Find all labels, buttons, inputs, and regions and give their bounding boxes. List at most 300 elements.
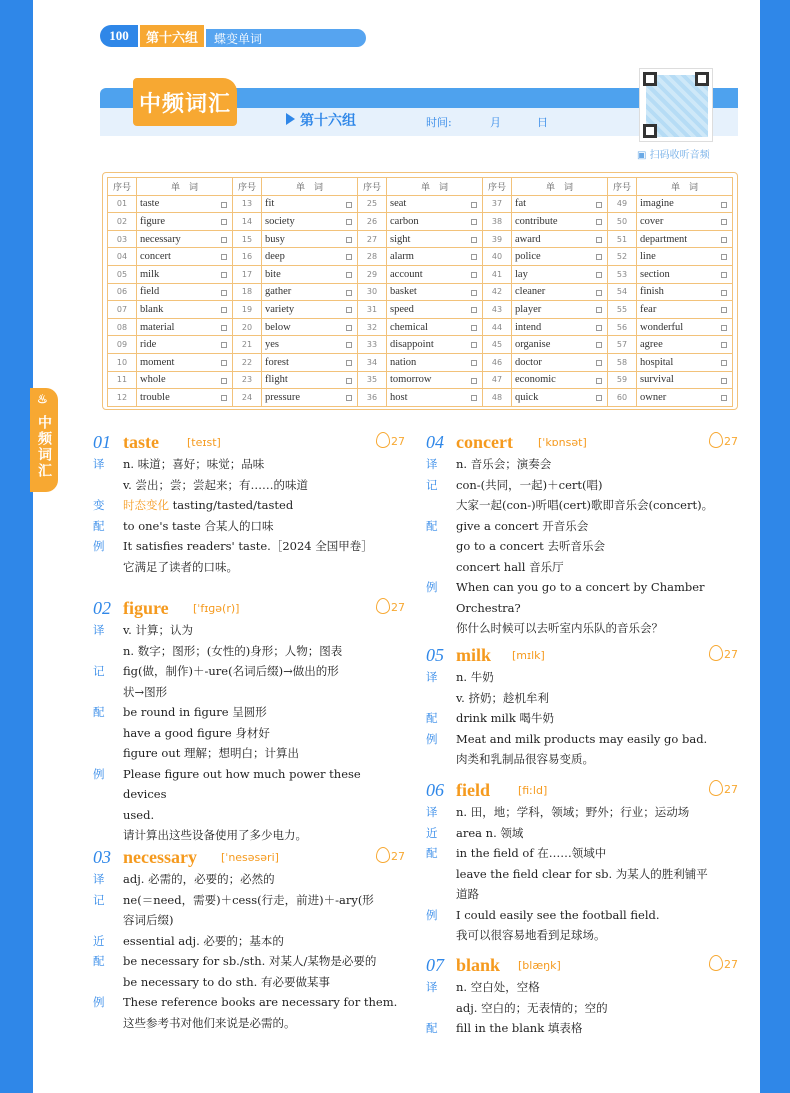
day-label: 日 bbox=[537, 116, 548, 129]
line-text: When can you go to a concert by Chamber bbox=[456, 580, 705, 594]
line-label bbox=[426, 536, 456, 557]
checkbox[interactable] bbox=[221, 254, 227, 260]
flame-icon bbox=[709, 955, 723, 971]
word-text: host bbox=[390, 391, 408, 403]
line-text: to one's taste 合某人的口味 bbox=[123, 518, 274, 533]
word-cell bbox=[262, 389, 358, 407]
word-number: 16 bbox=[233, 248, 262, 266]
line-label bbox=[93, 557, 123, 578]
word-text: owner bbox=[640, 391, 667, 403]
checkbox[interactable] bbox=[721, 219, 727, 225]
word-text: sight bbox=[390, 233, 411, 245]
word-cell bbox=[512, 283, 608, 301]
checkbox[interactable] bbox=[346, 342, 352, 348]
word-number: 11 bbox=[108, 371, 137, 389]
header-title: 蝶变单词 bbox=[206, 29, 366, 47]
checkbox[interactable] bbox=[721, 360, 727, 366]
entry-line bbox=[93, 890, 405, 911]
line-text: n. 空白处，空格 bbox=[456, 980, 540, 994]
word-number: 54 bbox=[608, 283, 637, 301]
table-row bbox=[108, 301, 733, 319]
word-text: blank bbox=[140, 303, 164, 315]
checkbox[interactable] bbox=[596, 395, 602, 401]
phonetic: [teɪst] bbox=[187, 436, 221, 449]
phonetic: [mɪlk] bbox=[512, 649, 545, 662]
word-cell bbox=[137, 353, 233, 371]
checkbox[interactable] bbox=[221, 307, 227, 313]
word-cell bbox=[262, 283, 358, 301]
line-text: 时态变化 tasting/tasted/tasted bbox=[123, 498, 294, 512]
line-label: 例 bbox=[93, 995, 105, 1009]
word-cell bbox=[512, 353, 608, 371]
word-number: 18 bbox=[233, 283, 262, 301]
frequency-count: 27 bbox=[391, 435, 405, 448]
checkbox[interactable] bbox=[596, 360, 602, 366]
word-cell bbox=[262, 213, 358, 231]
word-number: 45 bbox=[483, 336, 512, 354]
word-number: 03 bbox=[108, 230, 137, 248]
word-number: 53 bbox=[608, 265, 637, 283]
checkbox[interactable] bbox=[471, 360, 477, 366]
flame-icon bbox=[709, 780, 723, 796]
word-text: tomorrow bbox=[390, 374, 432, 386]
word-number: 58 bbox=[608, 353, 637, 371]
word-cell bbox=[137, 301, 233, 319]
word-text: award bbox=[515, 233, 541, 245]
entry-head bbox=[93, 598, 405, 620]
line-label bbox=[93, 910, 123, 931]
checkbox[interactable] bbox=[221, 290, 227, 296]
word-number: 04 bbox=[108, 248, 137, 266]
checkbox[interactable] bbox=[471, 325, 477, 331]
entry-line bbox=[426, 618, 738, 639]
word-cell bbox=[637, 318, 733, 336]
frequency-badge bbox=[709, 432, 738, 448]
word-text: finish bbox=[640, 286, 664, 298]
word-number: 05 bbox=[108, 265, 137, 283]
line-label bbox=[426, 598, 456, 619]
word-text: economic bbox=[515, 374, 556, 386]
line-label: 变 bbox=[93, 498, 105, 512]
headword: field bbox=[456, 780, 490, 800]
line-label bbox=[426, 998, 456, 1019]
checkbox[interactable] bbox=[596, 342, 602, 348]
line-text: Please figure out how much power these devices bbox=[123, 766, 361, 801]
word-number: 29 bbox=[358, 265, 387, 283]
entry-milk bbox=[426, 645, 738, 770]
line-label: 配 bbox=[426, 1021, 438, 1035]
checkbox[interactable] bbox=[471, 395, 477, 401]
table-row bbox=[108, 336, 733, 354]
entry-line bbox=[93, 931, 405, 952]
entry-number: 04 bbox=[426, 432, 444, 452]
checkbox[interactable] bbox=[221, 272, 227, 278]
entry-line bbox=[93, 536, 405, 557]
word-number: 02 bbox=[108, 213, 137, 231]
word-number: 37 bbox=[483, 195, 512, 213]
word-cell bbox=[137, 248, 233, 266]
entry-line bbox=[426, 475, 738, 496]
entry-line bbox=[426, 667, 738, 688]
entry-line bbox=[93, 743, 405, 764]
line-text: Orchestra? bbox=[456, 600, 521, 615]
word-cell bbox=[387, 265, 483, 283]
line-label: 记 bbox=[426, 477, 438, 492]
entry-line bbox=[426, 998, 738, 1019]
line-label: 译 bbox=[93, 623, 105, 637]
word-number: 09 bbox=[108, 336, 137, 354]
line-text: be round in figure 呈圆形 bbox=[123, 705, 267, 719]
line-text: 请计算出这些设备使用了多少电力。 bbox=[123, 828, 307, 842]
checkbox[interactable] bbox=[471, 272, 477, 278]
word-text: concert bbox=[140, 251, 171, 263]
line-label: 例 bbox=[426, 731, 438, 746]
flame-icon: ♨ bbox=[37, 392, 50, 406]
checkbox[interactable] bbox=[471, 254, 477, 260]
checkbox[interactable] bbox=[471, 378, 477, 384]
page-number: 100 bbox=[100, 25, 138, 47]
checkbox[interactable] bbox=[346, 202, 352, 208]
word-text: below bbox=[265, 321, 291, 333]
word-cell bbox=[637, 389, 733, 407]
checkbox[interactable] bbox=[221, 378, 227, 384]
checkbox[interactable] bbox=[721, 307, 727, 313]
entry-line bbox=[93, 620, 405, 641]
word-cell bbox=[637, 230, 733, 248]
table-row bbox=[108, 195, 733, 213]
word-text: milk bbox=[140, 268, 160, 280]
line-label: 译 bbox=[426, 457, 438, 471]
table-row bbox=[108, 230, 733, 248]
line-text: used. bbox=[123, 807, 155, 822]
word-text: speed bbox=[390, 303, 414, 315]
line-label bbox=[93, 682, 123, 703]
entry-line bbox=[426, 925, 738, 946]
col-word-header: 单 词 bbox=[387, 178, 483, 196]
checkbox[interactable] bbox=[596, 254, 602, 260]
entry-number: 03 bbox=[93, 847, 111, 867]
word-number: 34 bbox=[358, 353, 387, 371]
checkbox[interactable] bbox=[721, 202, 727, 208]
checkbox[interactable] bbox=[596, 307, 602, 313]
line-label bbox=[93, 1013, 123, 1034]
checkbox[interactable] bbox=[596, 237, 602, 243]
line-label: 译 bbox=[426, 805, 438, 819]
entry-line bbox=[93, 682, 405, 703]
word-number: 41 bbox=[483, 265, 512, 283]
checkbox[interactable] bbox=[346, 254, 352, 260]
word-cell bbox=[387, 371, 483, 389]
checkbox[interactable] bbox=[721, 290, 727, 296]
word-cell bbox=[387, 301, 483, 319]
table-row bbox=[108, 265, 733, 283]
checkbox[interactable] bbox=[221, 219, 227, 225]
checkbox[interactable] bbox=[471, 307, 477, 313]
word-number: 21 bbox=[233, 336, 262, 354]
word-number: 40 bbox=[483, 248, 512, 266]
checkbox[interactable] bbox=[346, 307, 352, 313]
line-label bbox=[93, 825, 123, 846]
checkbox[interactable] bbox=[471, 237, 477, 243]
frequency-count: 27 bbox=[391, 601, 405, 614]
entry-number: 06 bbox=[426, 780, 444, 800]
checkbox[interactable] bbox=[346, 219, 352, 225]
word-text: contribute bbox=[515, 215, 558, 227]
word-text: wonderful bbox=[640, 321, 684, 333]
line-text: drink milk 喝牛奶 bbox=[456, 711, 554, 725]
word-number: 36 bbox=[358, 389, 387, 407]
word-number: 32 bbox=[358, 318, 387, 336]
line-text: have a good figure 身材好 bbox=[123, 725, 270, 740]
word-text: deep bbox=[265, 251, 285, 263]
frequency-count: 27 bbox=[724, 958, 738, 971]
word-cell bbox=[387, 283, 483, 301]
word-text: doctor bbox=[515, 356, 542, 368]
checkbox[interactable] bbox=[596, 219, 602, 225]
line-label: 例 bbox=[93, 766, 105, 781]
line-text: con-(共同，一起)＋cert(唱) bbox=[456, 477, 603, 492]
col-no-header: 序号 bbox=[608, 178, 637, 196]
checkbox[interactable] bbox=[471, 290, 477, 296]
word-number: 35 bbox=[358, 371, 387, 389]
headword: figure bbox=[123, 598, 169, 618]
table-row bbox=[108, 389, 733, 407]
checkbox[interactable] bbox=[596, 378, 602, 384]
checkbox[interactable] bbox=[596, 290, 602, 296]
word-cell bbox=[637, 213, 733, 231]
word-cell bbox=[262, 195, 358, 213]
line-text: n. 牛奶 bbox=[456, 670, 494, 684]
line-text: v. 尝出；尝；尝起来；有……的味道 bbox=[123, 477, 308, 492]
word-cell bbox=[512, 195, 608, 213]
entry-blank bbox=[426, 955, 738, 1039]
checkbox[interactable] bbox=[346, 237, 352, 243]
checkbox[interactable] bbox=[471, 342, 477, 348]
word-number: 31 bbox=[358, 301, 387, 319]
word-text: agree bbox=[640, 339, 663, 351]
headword: milk bbox=[456, 645, 492, 665]
entry-line bbox=[93, 557, 405, 578]
line-text: be necessary for sb./sth. 对某人/某物是必要的 bbox=[123, 954, 377, 968]
page-header bbox=[100, 25, 400, 47]
entry-field bbox=[426, 780, 738, 946]
word-number: 42 bbox=[483, 283, 512, 301]
word-cell bbox=[137, 318, 233, 336]
line-text: fig(做，制作)＋-ure(名词后缀)→做出的形 bbox=[123, 664, 339, 678]
line-label bbox=[93, 805, 123, 826]
table-header-row bbox=[108, 178, 733, 196]
checkbox[interactable] bbox=[221, 395, 227, 401]
checkbox[interactable] bbox=[721, 325, 727, 331]
word-text: flight bbox=[265, 374, 288, 386]
checkbox[interactable] bbox=[221, 360, 227, 366]
word-number: 08 bbox=[108, 318, 137, 336]
word-cell bbox=[262, 371, 358, 389]
word-number: 33 bbox=[358, 336, 387, 354]
word-text: basket bbox=[390, 286, 417, 298]
word-text: disappoint bbox=[390, 339, 434, 351]
word-number: 15 bbox=[233, 230, 262, 248]
entry-line bbox=[426, 516, 738, 537]
line-label bbox=[426, 495, 456, 516]
checkbox[interactable] bbox=[346, 360, 352, 366]
word-text: cover bbox=[640, 215, 664, 227]
word-text: material bbox=[140, 321, 175, 333]
entry-line bbox=[93, 992, 405, 1013]
entry-line bbox=[93, 910, 405, 931]
checkbox[interactable] bbox=[721, 378, 727, 384]
phonetic: [fiːld] bbox=[518, 784, 548, 797]
word-cell bbox=[387, 389, 483, 407]
entry-line bbox=[93, 641, 405, 662]
word-text: necessary bbox=[140, 233, 181, 245]
checkbox[interactable] bbox=[346, 290, 352, 296]
qr-finder-icon bbox=[643, 124, 657, 138]
word-text: carbon bbox=[390, 215, 419, 227]
word-text: trouble bbox=[140, 391, 170, 403]
checkbox[interactable] bbox=[221, 325, 227, 331]
word-cell bbox=[637, 195, 733, 213]
line-text: I could easily see the football field. bbox=[456, 907, 660, 922]
word-cell bbox=[512, 318, 608, 336]
word-cell bbox=[637, 283, 733, 301]
checkbox[interactable] bbox=[221, 342, 227, 348]
word-number: 52 bbox=[608, 248, 637, 266]
word-text: busy bbox=[265, 233, 285, 245]
col-word-header: 单 词 bbox=[262, 178, 358, 196]
line-label bbox=[426, 688, 456, 709]
checkbox[interactable] bbox=[721, 342, 727, 348]
word-cell bbox=[262, 230, 358, 248]
word-number: 55 bbox=[608, 301, 637, 319]
checkbox[interactable] bbox=[721, 272, 727, 278]
word-cell bbox=[512, 230, 608, 248]
flame-icon bbox=[376, 847, 390, 863]
word-cell bbox=[137, 336, 233, 354]
checkbox[interactable] bbox=[346, 272, 352, 278]
line-label: 配 bbox=[426, 518, 438, 533]
word-cell bbox=[137, 230, 233, 248]
checkbox[interactable] bbox=[221, 202, 227, 208]
word-number: 20 bbox=[233, 318, 262, 336]
line-text: concert hall 音乐厅 bbox=[456, 559, 564, 574]
line-text: fill in the blank 填表格 bbox=[456, 1021, 583, 1035]
word-cell bbox=[262, 336, 358, 354]
entry-line bbox=[426, 688, 738, 709]
word-text: organise bbox=[515, 339, 551, 351]
line-label: 译 bbox=[93, 872, 105, 886]
word-number: 28 bbox=[358, 248, 387, 266]
checkbox[interactable] bbox=[596, 325, 602, 331]
word-text: fat bbox=[515, 198, 527, 210]
word-cell bbox=[637, 336, 733, 354]
word-number: 30 bbox=[358, 283, 387, 301]
word-number: 19 bbox=[233, 301, 262, 319]
entry-line bbox=[426, 729, 738, 750]
qr-code[interactable] bbox=[639, 68, 713, 142]
word-cell bbox=[512, 301, 608, 319]
line-text: in the field of 在……领域中 bbox=[456, 846, 607, 860]
line-text: These reference books are necessary for them. bbox=[123, 995, 398, 1009]
word-text: ride bbox=[140, 339, 157, 351]
word-cell bbox=[387, 336, 483, 354]
line-label bbox=[426, 749, 456, 770]
line-text: n. 数字；图形；(女性的)身形；人物；图表 bbox=[123, 643, 343, 658]
line-label bbox=[93, 743, 123, 764]
word-cell bbox=[387, 230, 483, 248]
line-label bbox=[93, 475, 123, 496]
variation-label: 时态变化 bbox=[123, 498, 169, 512]
entry-line bbox=[93, 723, 405, 744]
checkbox[interactable] bbox=[221, 237, 227, 243]
checkbox[interactable] bbox=[471, 219, 477, 225]
checkbox[interactable] bbox=[346, 378, 352, 384]
word-text: lay bbox=[515, 268, 528, 280]
word-number: 24 bbox=[233, 389, 262, 407]
line-label: 记 bbox=[93, 892, 105, 907]
word-cell bbox=[637, 248, 733, 266]
entry-line bbox=[93, 702, 405, 723]
checkbox[interactable] bbox=[721, 395, 727, 401]
word-cell bbox=[137, 195, 233, 213]
line-label: 译 bbox=[426, 670, 438, 684]
frequency-badge bbox=[376, 598, 405, 614]
word-number: 44 bbox=[483, 318, 512, 336]
word-cell bbox=[512, 248, 608, 266]
play-triangle-icon bbox=[286, 113, 295, 125]
frequency-count: 27 bbox=[724, 783, 738, 796]
line-text: It satisfies readers' taste.［2024 全国甲卷］ bbox=[123, 539, 373, 553]
checkbox[interactable] bbox=[471, 202, 477, 208]
phonetic: [ˈfɪɡə(r)] bbox=[193, 602, 240, 615]
entry-line bbox=[426, 884, 738, 905]
entry-line bbox=[93, 454, 405, 475]
word-cell bbox=[637, 265, 733, 283]
word-number: 17 bbox=[233, 265, 262, 283]
frequency-badge bbox=[376, 432, 405, 448]
word-cell bbox=[262, 318, 358, 336]
word-text: fear bbox=[640, 303, 657, 315]
line-label: 配 bbox=[426, 711, 438, 725]
entry-line bbox=[426, 823, 738, 844]
phonetic: [blæŋk] bbox=[518, 959, 561, 972]
word-number: 06 bbox=[108, 283, 137, 301]
checkbox[interactable] bbox=[721, 237, 727, 243]
word-text: cleaner bbox=[515, 286, 546, 298]
word-number: 46 bbox=[483, 353, 512, 371]
word-number: 12 bbox=[108, 389, 137, 407]
word-cell bbox=[637, 353, 733, 371]
checkbox[interactable] bbox=[596, 202, 602, 208]
checkbox[interactable] bbox=[596, 272, 602, 278]
side-tab-label: 中频词汇 bbox=[36, 415, 52, 479]
checkbox[interactable] bbox=[721, 254, 727, 260]
checkbox[interactable] bbox=[346, 325, 352, 331]
checkbox[interactable] bbox=[346, 395, 352, 401]
word-text: imagine bbox=[640, 198, 674, 210]
entry-line bbox=[426, 536, 738, 557]
col-no-header: 序号 bbox=[233, 178, 262, 196]
section-tag: 中频词汇 bbox=[133, 78, 237, 126]
line-label bbox=[426, 884, 456, 905]
word-text: section bbox=[640, 268, 670, 280]
word-text: quick bbox=[515, 391, 539, 403]
word-text: bite bbox=[265, 268, 281, 280]
entry-number: 05 bbox=[426, 645, 444, 665]
entry-line bbox=[426, 977, 738, 998]
entry-line bbox=[93, 951, 405, 972]
entry-line bbox=[426, 749, 738, 770]
